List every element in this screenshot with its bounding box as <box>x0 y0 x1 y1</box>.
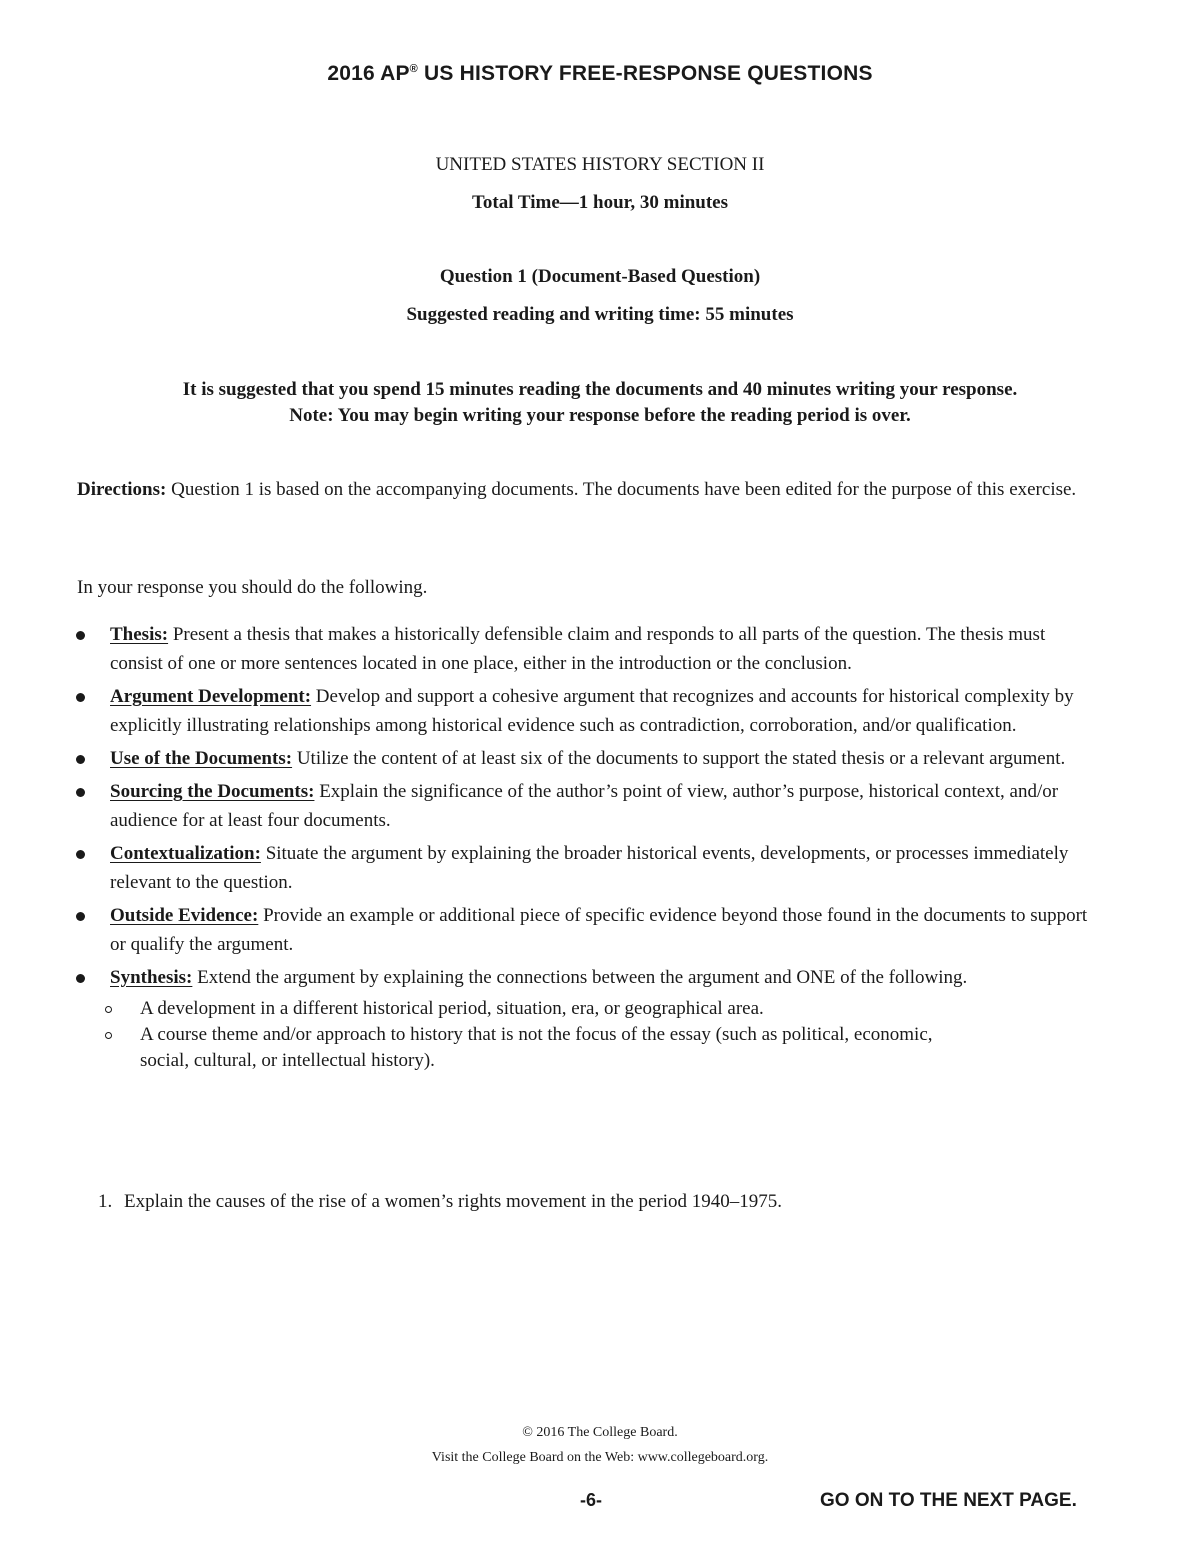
task-item-thesis <box>0 620 1090 678</box>
task-term: Outside Evidence: <box>110 905 259 926</box>
task-term: Argument Development: <box>110 686 312 707</box>
question-text: Explain the causes of the rise of a women’s rights movement in the period 1940–1975. <box>124 1191 782 1212</box>
hollow-bullet-icon <box>105 1006 112 1013</box>
bullet-icon <box>76 693 85 702</box>
page-header <box>0 62 1200 86</box>
task-text: Present a thesis that makes a historically defensible claim and responds to all parts of the question. The thesis must consist of one or more sentences located in one place, either in the introduction or the conclusion. <box>110 624 1046 674</box>
task-term: Sourcing the Documents: <box>110 781 315 802</box>
directions <box>77 477 1087 503</box>
next-page-notice: GO ON TO THE NEXT PAGE. <box>820 1490 1077 1511</box>
task-item-synthesis <box>0 963 1090 992</box>
task-term: Use of the Documents: <box>110 748 293 769</box>
website-note: Visit the College Board on the Web: www.collegeboard.org. <box>431 1450 769 1465</box>
header-suffix: US HISTORY FREE-RESPONSE QUESTIONS <box>417 62 873 85</box>
directions-label: Directions: <box>77 479 167 500</box>
synthesis-option-text: A course theme and/or approach to history that is not the focus of the essay (such as political, economic, social, cultural, or intellectual history). <box>140 1024 933 1071</box>
task-item-argument-development <box>0 682 1090 740</box>
task-text: Situate the argument by explaining the broader historical events, developments, or processes immediately relevant to the question. <box>110 843 1069 893</box>
question-prompt <box>98 1191 782 1213</box>
task-item-use-of-documents <box>0 744 1090 773</box>
synthesis-option <box>0 1022 980 1074</box>
synthesis-options <box>0 996 1200 1074</box>
section-title: UNITED STATES HISTORY SECTION II <box>435 154 765 175</box>
synthesis-option <box>0 996 980 1022</box>
reading-note <box>60 377 1140 429</box>
header-prefix: 2016 AP <box>327 62 410 85</box>
task-item-contextualization <box>0 839 1090 897</box>
task-text: Extend the argument by explaining the connections between the argument and ONE of the following. <box>192 967 968 988</box>
task-text: Provide an example or additional piece of specific evidence beyond those found in the documents to support or qualify the argument. <box>110 905 1088 955</box>
hollow-bullet-icon <box>105 1032 112 1039</box>
reading-note-line-2: Note: You may begin writing your response before the reading period is over. <box>289 405 911 426</box>
suggested-time: Suggested reading and writing time: 55 minutes <box>406 304 794 325</box>
task-text: Utilize the content of at least six of the documents to support the stated thesis or a relevant argument. <box>292 748 1066 769</box>
task-item-sourcing <box>0 777 1090 835</box>
bullet-icon <box>76 755 85 764</box>
task-text: Develop and support a cohesive argument that recognizes and accounts for historical complexity by explicitly illustrating relationships among historical evidence such as contradiction, corroboration, and/or qualification. <box>110 686 1074 736</box>
synthesis-option-text: A development in a different historical period, situation, era, or geographical area. <box>140 998 764 1019</box>
directions-text: Question 1 is based on the accompanying documents. The documents have been edited for the purpose of this exercise. <box>166 479 1077 500</box>
task-term: Thesis: <box>110 624 169 645</box>
page-number: -6- <box>580 1490 602 1510</box>
task-list <box>0 620 1200 1074</box>
response-intro: In your response you should do the following. <box>77 577 428 598</box>
bullet-icon <box>76 788 85 797</box>
bullet-icon <box>76 850 85 859</box>
task-term: Synthesis: <box>110 967 193 988</box>
question-number: 1. <box>98 1191 113 1212</box>
registered-mark: ® <box>409 63 418 75</box>
copyright: © 2016 The College Board. <box>522 1425 678 1440</box>
bullet-icon <box>76 974 85 983</box>
task-text: Explain the significance of the author’s point of view, author’s purpose, historical context, and/or audience for at least four documents. <box>110 781 1059 831</box>
bullet-icon <box>76 631 85 640</box>
task-item-outside-evidence <box>0 901 1090 959</box>
reading-note-line-1: It is suggested that you spend 15 minutes reading the documents and 40 minutes writing your response. <box>182 379 1018 400</box>
task-term: Contextualization: <box>110 843 261 864</box>
synthesis-option-list <box>0 996 1200 1074</box>
total-time: Total Time—1 hour, 30 minutes <box>471 192 729 213</box>
bullet-icon <box>76 912 85 921</box>
question-label: Question 1 (Document-Based Question) <box>439 266 761 287</box>
